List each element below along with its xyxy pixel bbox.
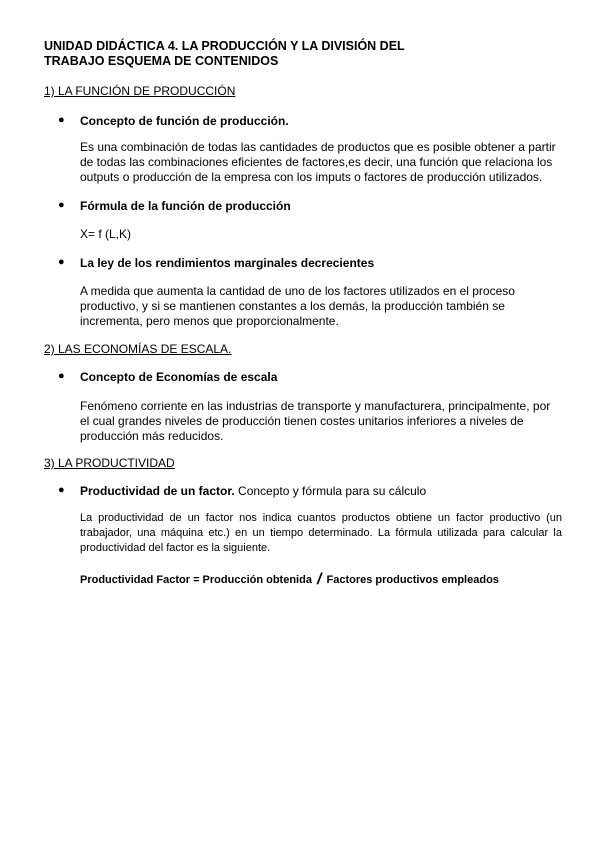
bullet-concepto-economias <box>58 370 277 384</box>
paragraph-ley-rendimientos <box>80 284 560 329</box>
section-heading-economias-escala: 2) LAS ECONOMÍAS DE ESCALA. <box>44 342 232 356</box>
title-line-1: UNIDAD DIDÁCTICA 4. LA PRODUCCIÓN Y LA DIVISIÓN DEL <box>44 39 405 53</box>
paragraph-concepto-funcion <box>80 140 560 185</box>
formula-left: Productividad Factor = Producción obtenida <box>80 574 316 586</box>
paragraph-line: outputs o producción de la empresa con los imputs o factores de producción utilizados. <box>80 170 543 184</box>
bullet-label: La ley de los rendimientos marginales decrecientes <box>80 256 375 270</box>
formula-slash: / <box>317 571 322 588</box>
formula-right: Factores productivos empleados <box>323 574 499 586</box>
bullet-icon: ● <box>58 370 65 382</box>
section-heading-productividad: 3) LA PRODUCTIVIDAD <box>44 456 175 470</box>
paragraph-line: Es una combinación de todas las cantidades de productos que es posible obtener a partir <box>80 140 556 154</box>
paragraph-line: producción más reducidos. <box>80 429 224 443</box>
paragraph-economias-escala <box>80 399 560 444</box>
paragraph-productividad: La productividad de un factor nos indica cuantos productos obtiene un factor productivo (un trabajador, una máquina etc.) en un tiempo determinado. La fórmula utilizada para calcular la productividad del factor es la siguiente. <box>80 512 562 554</box>
paragraph-line: el cual grandes niveles de producción tienen costes unitarios inferiores a niveles de <box>80 414 524 428</box>
bullet-formula-funcion <box>58 199 291 213</box>
section-heading-funcion-produccion: 1) LA FUNCIÓN DE PRODUCCIÓN <box>44 84 236 98</box>
paragraph-line: Fenómeno corriente en las industrias de transporte y manufacturera, principalmente, por <box>80 399 551 413</box>
paragraph-line: productivo, y si se mantienen constantes a los demás, la producción también se <box>80 299 505 313</box>
formula-productividad <box>80 571 499 589</box>
bullet-label: Productividad de un factor. <box>80 484 235 498</box>
bullet-label: Concepto de función de producción. <box>80 114 289 128</box>
bullet-icon: ● <box>58 199 65 211</box>
formula-funcion-produccion <box>80 227 560 242</box>
bullet-concepto-funcion <box>58 114 289 128</box>
bullet-icon: ● <box>58 484 65 496</box>
bullet-icon: ● <box>58 256 65 268</box>
bullet-label-extra: Concepto y fórmula para su cálculo <box>234 484 427 498</box>
document-title <box>44 39 544 68</box>
bullet-label: Fórmula de la función de producción <box>80 199 291 213</box>
paragraph-line: incrementa, pero menos que proporcionalmente. <box>80 314 339 328</box>
bullet-ley-rendimientos <box>58 256 374 270</box>
bullet-icon: ● <box>58 114 65 126</box>
paragraph-line: A medida que aumenta la cantidad de uno de los factores utilizados en el proceso <box>80 284 515 298</box>
formula-text: X= f (L,K) <box>80 227 132 241</box>
bullet-productividad-factor <box>58 484 426 498</box>
title-line-2: TRABAJO ESQUEMA DE CONTENIDOS <box>44 53 279 68</box>
paragraph-line: de todas las combinaciones eficientes de factores,es decir, una función que relaciona los <box>80 155 553 169</box>
bullet-label: Concepto de Economías de escala <box>80 370 278 384</box>
